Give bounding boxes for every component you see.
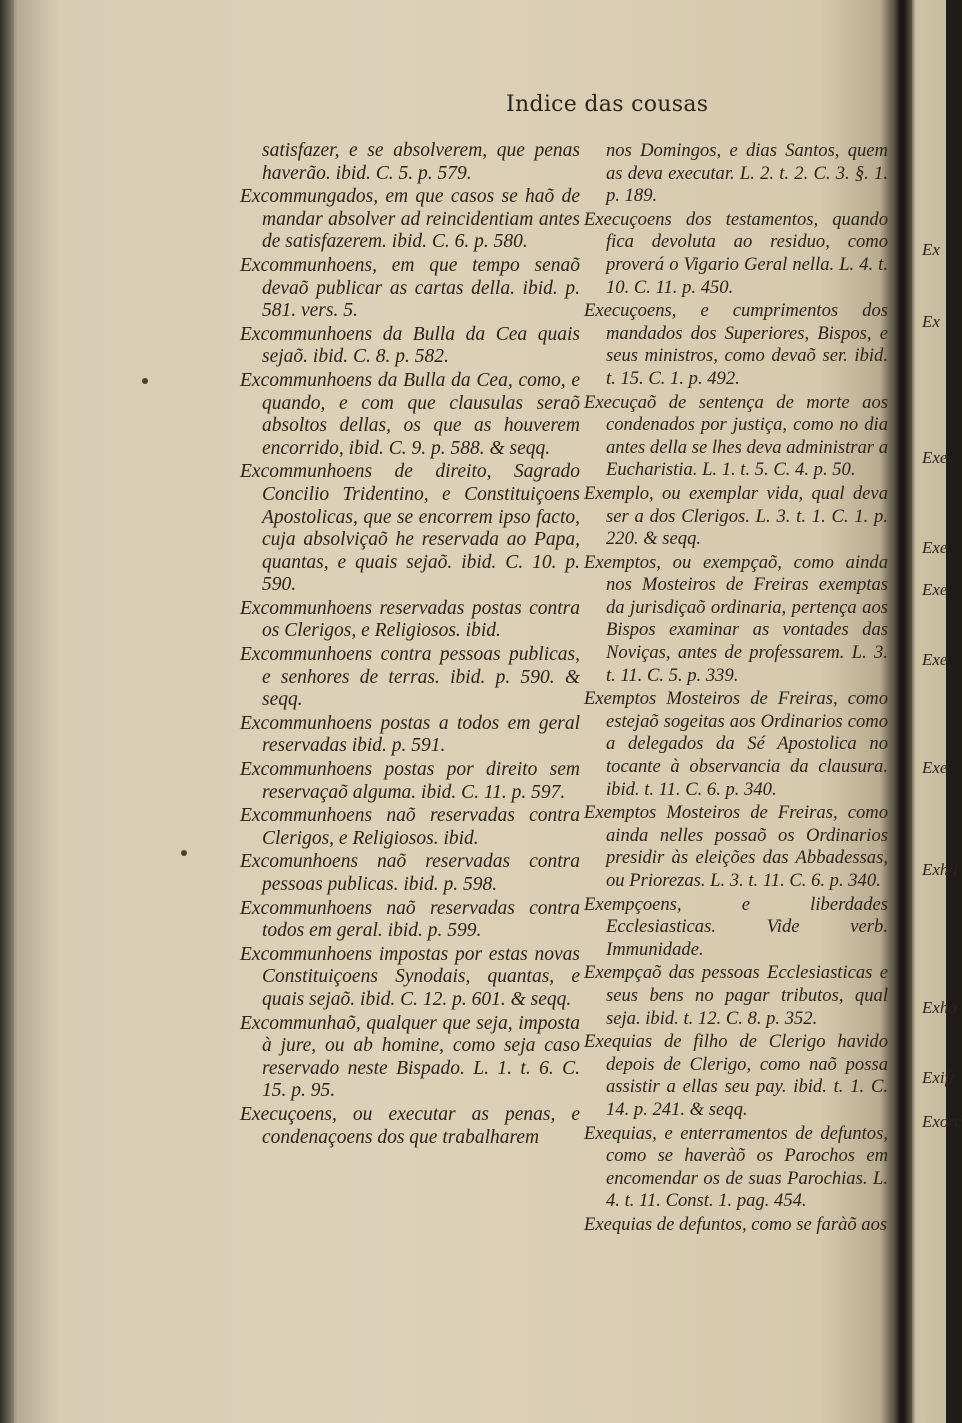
index-entry: Excommunhoens de direito, Sagrado Concilio Tridentino, e Constituiçoens Apostolicas, que se encorrem ipso facto, cuja absolviçaõ he reservada ao Papa, quantas, e quais sejaõ. ibid. C. 10. p. 590. [240,461,580,596]
index-entry: Exempçaõ das pessoas Ecclesiasticas e seus bens no pagar tributos, qual seja. ibid. t. 12. C. 8. p. 352. [584,962,888,1029]
index-entry: satisfazer, e se absolverem, que penas haverão. ibid. C. 5. p. 579. [262,140,580,184]
index-entry: Excommunhoens naõ reservadas contra todos em geral. ibid. p. 599. [240,897,580,942]
facing-page-text: Exift [922,1068,955,1087]
index-entry: Execuçoens dos testamentos, quando fica devoluta ao residuo, como proverá o Vigario Geral nella. L. 4. t. 10. C. 11. p. 450. [584,208,888,298]
index-entry: Execuçaõ de sentença de morte aos condenados por justiça, como no dia antes della se lhes deva administrar a Eucharistia. L. 1. t. 5. C. 4. p. 50. [584,391,888,481]
index-entry: Excommunhoens postas por direito sem reservaçaõ alguma. ibid. C. 11. p. 597. [240,759,580,803]
facing-page-fragment [912,0,962,1423]
left-column [240,140,580,1150]
index-entry: Exemptos Mosteiros de Freiras, como estejaõ sogeitas aos Ordinarios como a delegados da Sé Apostolica no tocante à observancia da clausura. ibid. t. 11. C. 6. p. 340. [584,688,888,800]
index-entry: Exempçoens, e liberdades Ecclesiasticas. Vide verb. Immunidade. [584,893,888,960]
facing-page-text: Exhil [922,860,958,879]
page-header: Indice das cousas [506,92,709,117]
facing-page-text: Exe [922,580,948,599]
facing-page-text: Ex [922,240,940,259]
index-entry: Excomunhoens naõ reservadas contra pessoas publicas. ibid. p. 598. [240,851,580,895]
index-entry: Exequias de filho de Clerigo havido depois de Clerigo, como naõ possa assistir a ellas seu pay. ibid. t. 1. C. 14. p. 241. & seqq. [584,1031,888,1120]
facing-page-text: Exorc [922,1112,962,1131]
index-entry: Excommunhoens postas a todos em geral reservadas ibid. p. 591. [240,712,580,757]
index-entry: Exemplo, ou exemplar vida, qual deva ser a dos Clerigos. L. 3. t. 1. C. 1. p. 220. & seqq. [584,482,888,550]
index-entry: Exemptos Mosteiros de Freiras, como ainda nelles possaõ os Ordinarios presidir às eleições das Abbadessas, ou Priorezas. L. 3. t. 11. C. 6. p. 340. [584,802,888,891]
facing-page-text: Exe [922,448,948,467]
index-entry: Exequias de defuntos, como se faràõ aos [584,1213,888,1235]
index-entry: Excommunhoens da Bulla da Cea quais sejaõ. ibid. C. 8. p. 582. [240,323,580,368]
book-gutter [892,0,912,1423]
ink-spot [181,850,187,856]
facing-page-text: Exe [922,538,948,557]
index-entry: Excommunhoens contra pessoas publicas, e senhores de terras. ibid. p. 590. & seqq. [240,644,580,711]
facing-page-text: Ex [922,312,940,331]
facing-page-text: Exho [922,998,957,1017]
index-entry: Excommungados, em que casos se haõ de mandar absolver ad reincidentiam antes de satisfazerem. ibid. C. 6. p. 580. [240,186,580,253]
index-entry: Excommunhoens da Bulla da Cea, como, e quando, e com que clausulas seraõ absoltos dellas, os que as houverem encorrido, ibid. C. 9. p. 588. & seqq. [240,369,580,459]
facing-page-text: Exe [922,650,948,669]
facing-page-text: Exe [922,758,948,777]
ink-spot [142,378,148,384]
index-entry: nos Domingos, e dias Santos, quem as deva executar. L. 2. t. 2. C. 3. §. 1. p. 189. [606,140,888,207]
index-entry: Exequias, e enterramentos de defuntos, como se haveràõ os Parochos em encomendar os de suas Parochias. L. 4. t. 11. Const. 1. pag. 454. [584,1122,888,1212]
index-entry: Exemptos, ou exempçaõ, como ainda nos Mosteiros de Freiras exemptas da jurisdiçaõ ordinaria, pertença aos Bispos examinar as vontades das Noviças, antes de professarem. L. 3. t. 11. C. 5. p. 339. [584,551,888,686]
right-column [584,140,888,1238]
index-entry: Excommunhoens, em que tempo senaõ devaõ publicar as cartas della. ibid. p. 581. vers. 5. [240,254,580,322]
index-entry: Execuçoens, e cumprimentos dos mandados dos Superiores, Bispos, e seus ministros, como devaõ ser. ibid. t. 15. C. 1. p. 492. [584,300,888,389]
page-edge [0,0,14,1423]
index-entry: Excommunhoens impostas por estas novas Constituiçoens Synodais, quantas, e quais sejaõ. ibid. C. 12. p. 601. & seqq. [240,943,580,1010]
index-entry: Execuçoens, ou executar as penas, e condenaçoens dos que trabalharem [240,1103,580,1148]
index-entry: Excommunhaõ, qualquer que seja, imposta à jure, ou ab homine, como seja caso reservado neste Bispado. L. 1. t. 6. C. 15. p. 95. [240,1012,580,1102]
index-entry: Excommunhoens naõ reservadas contra Clerigos, e Religiosos. ibid. [240,805,580,849]
index-entry: Excommunhoens reservadas postas contra os Clerigos, e Religiosos. ibid. [240,597,580,642]
